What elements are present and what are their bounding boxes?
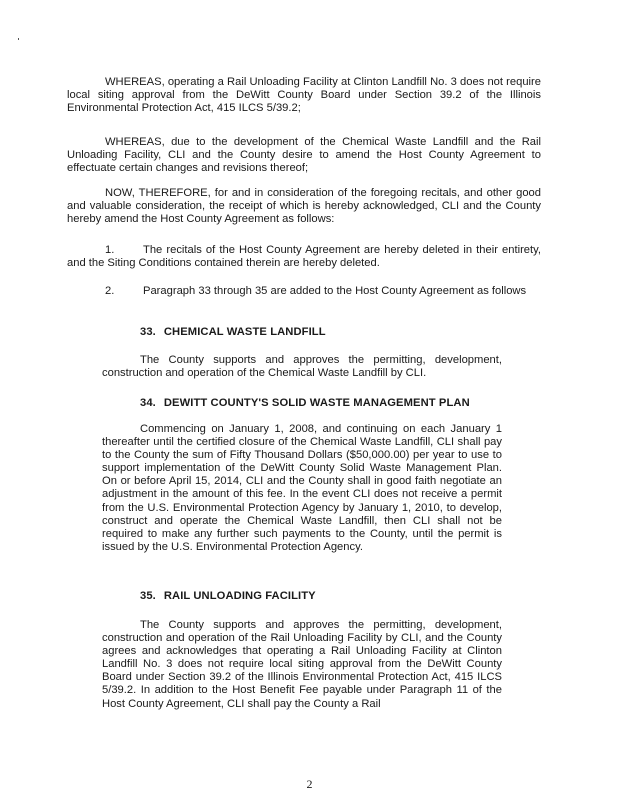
- section-35-body: The County supports and approves the permitting, development, construction and operation of the Rail Unloading Facility by CLI, and the County agrees and acknowledges that operating a Rail Unloading Facility at Clinton Landfill No. 3 does not require local siting approval from the DeWitt County Board under Section 39.2 of the Illinois Environmental Protection Act, 415 ILCS 5/39.2. In addition to the Host Benefit Fee payable under Paragraph 11 of the Host County Agreement, CLI shall pay the County a Rail: [102, 619, 502, 710]
- page-number: 2: [306, 777, 313, 791]
- scan-speck: [18, 38, 19, 40]
- numbered-paragraph-1-number: 1.: [105, 244, 115, 256]
- section-34-number: 34.: [140, 397, 156, 409]
- numbered-paragraph-2-text: Paragraph 33 through 35 are added to the Host County Agreement as follows: [143, 285, 527, 297]
- section-33-body: The County supports and approves the permitting, development, construction and operation of the Chemical Waste Landfill by CLI.: [102, 354, 502, 380]
- section-33-number: 33.: [140, 326, 156, 338]
- numbered-paragraph-2-number: 2.: [105, 285, 115, 297]
- paragraph-now-therefore: NOW, THEREFORE, for and in consideration of the foregoing recitals, and other good and valuable consideration, the receipt of which is hereby acknowledged, CLI and the County hereby amend the Host County Agreement as follows:: [67, 187, 541, 226]
- numbered-paragraph-1-text: The recitals of the Host County Agreement are hereby deleted in their entirety, and the Siting Conditions contained therein are hereby deleted.: [67, 244, 541, 270]
- numbered-paragraph-1: [67, 244, 541, 270]
- section-33-heading: [140, 326, 326, 339]
- section-34-heading: [140, 397, 470, 410]
- section-34-title: DEWITT COUNTY'S SOLID WASTE MANAGEMENT PLAN: [163, 397, 470, 409]
- section-34-body: Commencing on January 1, 2008, and continuing on each January 1 thereafter until the certified closure of the Chemical Waste Landfill, CLI shall pay to the County the sum of Fifty Thousand Dollars ($50,000.00) per year to use to support implementation of the DeWitt County Solid Waste Management Plan. On or before April 15, 2014, CLI and the County shall in good faith negotiate an adjustment in the amount of this fee. In the event CLI does not receive a permit from the U.S. Environmental Protection Agency by January 1, 2010, to develop, construct and operate the Chemical Waste Landfill, then CLI shall not be required to make any further such payments to the County, until the permit is issued by the U.S. Environmental Protection Agency.: [102, 423, 502, 553]
- paragraph-whereas-rail-siting: WHEREAS, operating a Rail Unloading Facility at Clinton Landfill No. 3 does not require local siting approval from the DeWitt County Board under Section 39.2 of the Illinois Environmental Protection Act, 415 ILCS 5/39.2;: [67, 76, 541, 115]
- section-35-heading: [140, 590, 316, 603]
- section-35-title: RAIL UNLOADING FACILITY: [163, 590, 316, 602]
- section-33-title: CHEMICAL WASTE LANDFILL: [163, 326, 326, 338]
- paragraph-whereas-amend: WHEREAS, due to the development of the Chemical Waste Landfill and the Rail Unloading Facility, CLI and the County desire to amend the Host County Agreement to effectuate certain changes and revisions thereof;: [67, 136, 541, 175]
- numbered-paragraph-2: [67, 285, 541, 298]
- section-35-number: 35.: [140, 590, 156, 602]
